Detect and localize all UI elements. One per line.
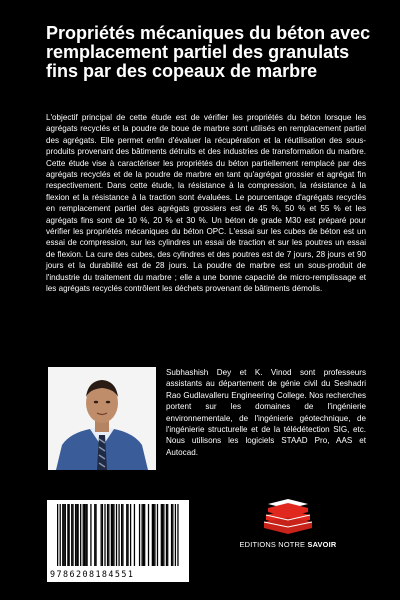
author-bio: Subhashish Dey et K. Vinod sont professeurs assistants au département de génie civil du Seshadri Rao Gudlavalleru Engineering College. Nos recherches portent sur les domaines de l'ingénierie environnementale, de l'ingénierie géotechnique, de l'ingénierie structurelle et de la télédétection SIG, etc. Nous utilisons les logiciels STAAD Pro, AAS et Autocad. — [166, 368, 366, 457]
isbn-barcode — [47, 500, 189, 582]
barcode-bars — [47, 500, 189, 570]
isbn-digits: 9786208184551 — [50, 569, 135, 579]
author-portrait-image — [48, 367, 156, 470]
author-photo — [48, 367, 156, 470]
book-stack-logo-icon — [258, 498, 318, 538]
book-summary: L'objectif principal de cette étude est de vérifier les propriétés du béton lorsque les agrégats recyclés et la poudre de boue de marbre sont utilisés en remplacement partiel des agrégats. Elle permet enfin d'évaluer la récupération et la réutilisation des sous-produits provenant des bâtiments détruits et des industries de transformation du marbre. Cette étude vise à caractériser les propriétés du béton partiellement remplacé par des agrégats recyclés et de la poudre de marbre en tant qu'agrégat grossier et agrégat fin respectivement. Dans cette étude, la résistance à la compression, la résistance à la flexion et la résistance à la traction sont évaluées. Le pourcentage d'agrégats recyclés en remplacement partiel des agrégats grossiers est de 45 %, 50 % et 55 % et les agrégats fins sont de 10 %, 20 % et 30 %. Un béton de grade M30 est préparé pour vérifier les propriétés mécaniques du béton OPC. L'essai sur les cubes de béton est un essai de compression, sur les cylindres un essai de traction et sur les poutres un essai de flexion. La cure des cubes, des cylindres et des poutres est de 7 jours, 28 jours et 90 jours et la durabilité est de 28 jours. La poudre de marbre est un sous-produit de l'industrie du traitement du marbre ; elle a une bonne capacité de micro-remplissage et les agrégats recyclés contrôlent les déchets provenant de bâtiments démolis. — [46, 113, 366, 294]
publisher-name-regular: EDITIONS NOTRE — [239, 540, 308, 549]
book-title: Propriétés mécaniques du béton avec remplacement partiel des granulats fins par des copeaux de marbre — [46, 23, 371, 81]
publisher-name-bold: SAVOIR — [307, 540, 337, 549]
publisher-name — [230, 540, 346, 549]
